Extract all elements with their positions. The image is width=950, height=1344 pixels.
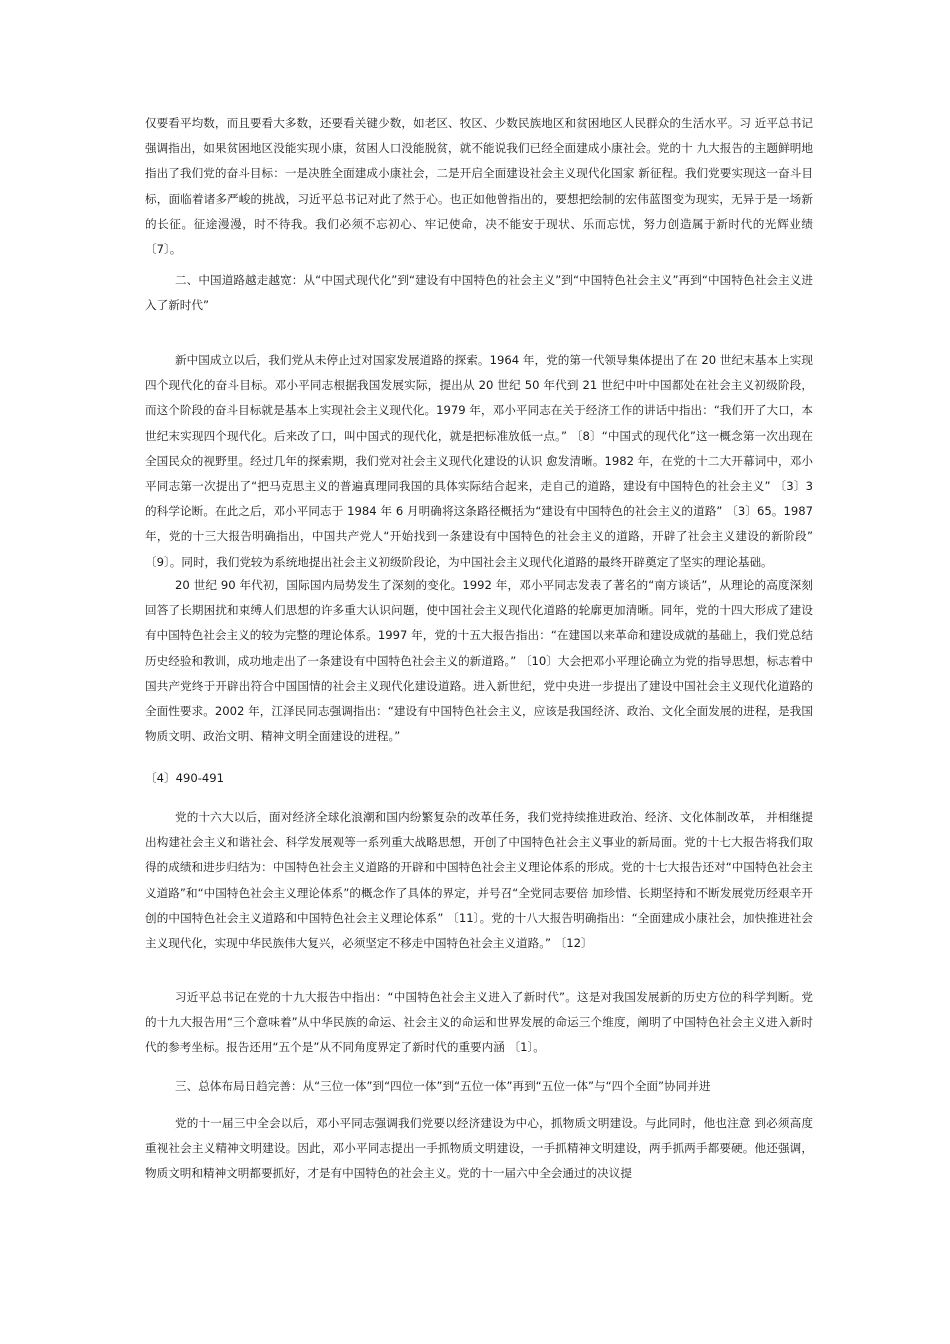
section-heading-2: 二、中国道路越走越宽：从“中国式现代化”到“建设有中国特色的社会主义”到“中国特色社会主义”再到“中国特色社会主义进入了新时代”	[145, 273, 813, 313]
paragraph-1: 仅要看平均数，而且要看大多数，还要看关键少数，如老区、牧区、少数民族地区和贫困地区人民群众的生活水平。习 近平总书记强调指出，如果贫困地区没能实现小康，贫困人口没能脱贫，就不能说我们已经全面建成小康社会。党的十 九大报告的主题鲜明地指出了我们党的奋斗目标：一是决胜全面建成小康社会，二是开启全面建设社会主义现代化国家 新征程。我们党要实现这一奋斗目标，面临着诸多严峻的挑战，习近平总书记对此了然于心。也正如他曾指出的，要想把绘制的宏伟蓝图变为现实，无异于是一场新的长征。征途漫漫，时不待我。我们必须不忘初心、牢记使命，决不能安于现状、乐而忘忧，努力创造属于新时代的光辉业绩 〔7〕。	[145, 116, 813, 257]
paragraph-3-citation: 〔4〕490-491	[145, 771, 225, 785]
paragraph-4: 党的十六大以后，面对经济全球化浪潮和国内纷繁复杂的改革任务，我们党持续推进政治、经济、文化体制改革， 并相继提出构建社会主义和谐社会、科学发展观等一系列重大战略思想，开创了中国特色社会主义事业的新局面。党的十七大报告将我们取得的成绩和进步归结为：中国特色社会主义道路的开辟和中国特色社会主义理论体系的形成。党的十七大报告还对“中国特色社会主义道路”和“中国特色社会主义理论体系”的概念作了具体的界定，并号召“全党同志要倍 加珍惜、长期坚持和不断发展党历经艰辛开创的中国特色社会主义道路和中国特色社会主义理论体系” 〔11〕。党的十八大报告明确指出：“全面建成小康社会，加快推进社会主义现代化，实现中华民族伟大复兴，必须坚定不移走中国特色社会主义道路。” 〔12〕	[145, 810, 813, 951]
paragraph-3: 20 世纪 90 年代初，国际国内局势发生了深刻的变化。1992 年，邓小平同志发表了著名的“南方谈话”，从理论的高度深刻回答了长期困扰和束缚人们思想的许多重大认识问题，使中国社会主义现代化道路的轮廓更加清晰。同年，党的十四大形成了建设有中国特色社会主义的较为完整的理论体系。1997 年，党的十五大报告指出：“在建国以来革命和建设成就的基础上，我们党总结历史经验和教训，成功地走出了一条建设有中国特色社会主义的新道路。” 〔10〕大会把邓小平理论确立为党的指导思想，标志着中国共产党终于开辟出符合中国国情的社会主义现代化建设道路。进入新世纪，党中央进一步提出了建设中国社会主义现代化道路的全面性要求。2002 年，江泽民同志强调指出：“建设有中国特色社会主义，应该是我国经济、政治、文化全面发展的进程，是我国物质文明、政治文明、精神文明全面建设的进程。”	[145, 578, 813, 744]
section-heading-3: 三、总体布局日趋完善：从“三位一体”到“四位一体”到“五位一体”再到“五位一体”与“四个全面”协同并进	[175, 1079, 711, 1093]
paragraph-5: 习近平总书记在党的十九大报告中指出：“中国特色社会主义进入了新时代”。这是对我国发展新的历史方位的科学判断。党的十九大报告用“三个意味着”从中华民族的命运、社会主义的命运和世界发展的命运三个维度，阐明了中国特色社会主义进入新时代的参考坐标。报告还用“五个是”从不同角度界定了新时代的重要内涵 〔1〕。	[145, 990, 813, 1055]
paragraph-6: 党的十一届三中全会以后，邓小平同志强调我们党要以经济建设为中心，抓物质文明建设。与此同时，他也注意 到必须高度重视社会主义精神文明建设。因此，邓小平同志提出一手抓物质文明建设，一手抓精神文明建设，两手抓两手都要硬。他还强调，物质文明和精神文明都要抓好，才是有中国特色的社会主义。党的十一届六中全会通过的决议提	[145, 1116, 813, 1181]
paragraph-2: 新中国成立以后，我们党从未停止过对国家发展道路的探索。1964 年，党的第一代领导集体提出了在 20 世纪末基本上实现四个现代化的奋斗目标。邓小平同志根据我国发展实际，提出从 20 世纪 50 年代到 21 世纪中叶中国都处在社会主义初级阶段，而这个阶段的奋斗目标就是基本上实现社会主义现代化。1979 年，邓小平同志在关于经济工作的讲话中指出：“我们开了大口，本世纪末实现四个现代化。后来改了口，叫中国式的现代化，就是把标准放低一点。” 〔8〕“中国式的现代化”这一概念第一次出现在全国民众的视野里。经过几年的探索期，我们党对社会主义现代化建设的认识 愈发清晰。1982 年，在党的十二大开幕词中，邓小平同志第一次提出了“把马克思主义的普遍真理同我国的具体实际结合起来，走自己的道路，建设有中国特色的社会主义” 〔3〕3 的科学论断。在此之后，邓小平同志于 1984 年 6 月明确将这条路径概括为“建设有中国特色的社会主义的道路” 〔3〕65。1987 年，党的十三大报告明确指出，中国共产党人“开始找到一条建设有中国特色的社会主义的道路，开辟了社会主义建设的新阶段” 〔9〕。同时，我们党较为系统地提出社会主义初级阶段论，为中国社会主义现代化道路的最终开辟奠定了坚实的理论基础。	[145, 353, 813, 569]
